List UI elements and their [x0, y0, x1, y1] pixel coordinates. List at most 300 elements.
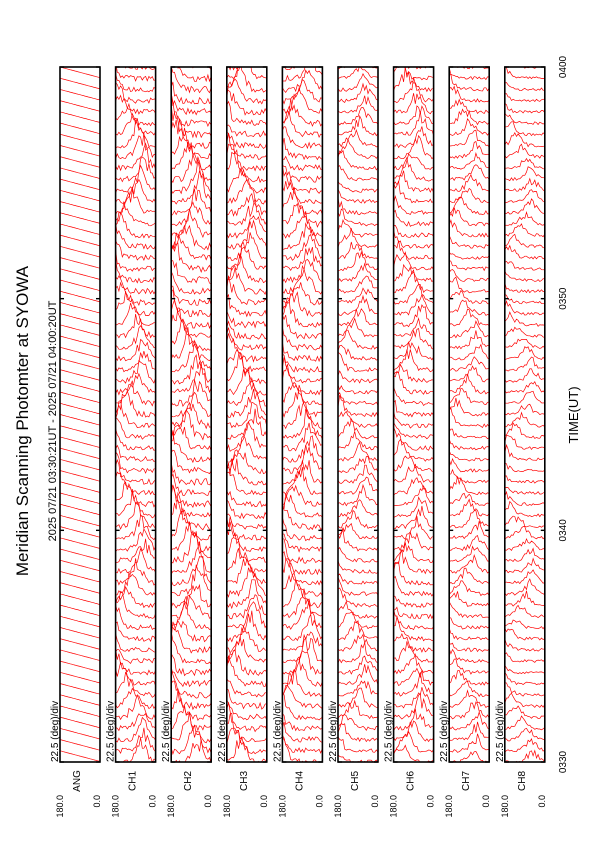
panel-y-top-label: 180.0 [55, 795, 65, 818]
scan-trace [60, 246, 100, 257]
scan-trace [505, 673, 545, 685]
scan-trace [505, 382, 545, 393]
scan-trace [394, 225, 434, 237]
scan-trace [394, 46, 434, 69]
panel-scale-label: 22.5 (deg)/div [439, 700, 451, 762]
panel-ch2 [161, 38, 213, 818]
scan-trace [338, 723, 378, 741]
scan-trace [394, 732, 434, 752]
panel-frame [60, 67, 100, 762]
scan-trace [116, 460, 156, 484]
scan-trace [394, 93, 434, 114]
trace-group [116, 52, 156, 765]
scan-trace [394, 196, 434, 214]
panel-y-bottom-label: 0.0 [314, 795, 325, 808]
scan-trace [227, 150, 267, 182]
scan-trace [171, 66, 211, 93]
scan-trace [394, 241, 434, 260]
x-axis-label: TIME(UT) [566, 386, 581, 444]
scan-trace [338, 352, 378, 371]
panel-y-bottom-label: 0.0 [147, 795, 158, 808]
scan-trace [282, 156, 322, 170]
scan-trace [60, 302, 100, 313]
scan-trace [116, 650, 156, 664]
scan-trace [282, 269, 322, 294]
panel-y-top-label: 180.0 [333, 795, 343, 818]
scan-trace [338, 242, 378, 259]
scan-trace [394, 284, 434, 304]
scan-trace [394, 562, 434, 585]
scan-trace [227, 199, 267, 226]
scan-trace [60, 448, 100, 459]
scan-trace [505, 559, 545, 573]
scan-trace [60, 347, 100, 358]
scan-trace [338, 548, 378, 563]
scan-trace [338, 296, 378, 315]
scan-trace [116, 718, 156, 742]
scan-trace [60, 471, 100, 482]
scan-trace [282, 327, 322, 350]
scan-trace [116, 212, 156, 238]
scan-trace [116, 688, 156, 708]
scan-trace [505, 463, 545, 471]
scan-trace [60, 415, 100, 426]
scan-trace [60, 571, 100, 582]
panel-channel-label: ANG [72, 770, 83, 792]
panel-y-bottom-label: 0.0 [536, 795, 547, 808]
scan-trace [338, 151, 378, 170]
scan-trace [394, 607, 434, 618]
scan-trace [116, 429, 156, 451]
scan-trace [338, 96, 378, 113]
scan-trace [505, 665, 545, 673]
scan-trace [338, 643, 378, 663]
scan-trace [227, 132, 267, 148]
trace-group [338, 51, 378, 764]
scan-trace [338, 220, 378, 237]
scan-trace [171, 260, 211, 283]
scan-trace [60, 370, 100, 381]
panel-ch3 [217, 40, 269, 818]
scan-trace [60, 403, 100, 414]
scan-trace [449, 220, 489, 237]
scan-trace [449, 628, 489, 640]
scan-trace [338, 664, 378, 685]
panel-scale-label: 22.5 (deg)/div [105, 700, 117, 762]
scan-trace [505, 347, 545, 360]
scan-trace [449, 270, 489, 282]
trace-group [394, 46, 434, 764]
scan-trace [60, 706, 100, 717]
scan-trace [505, 516, 545, 527]
scan-trace [282, 80, 322, 104]
scan-trace [227, 517, 267, 540]
scan-trace [60, 392, 100, 403]
scan-trace [338, 442, 378, 461]
scan-trace [505, 301, 545, 315]
panel-ch5 [328, 51, 380, 818]
scan-trace [227, 180, 267, 204]
scan-trace [449, 277, 489, 293]
scan-trace [282, 259, 322, 282]
scan-trace [394, 58, 434, 80]
scan-trace [505, 488, 545, 495]
x-tick-label: 0350 [558, 287, 569, 310]
scan-trace [227, 580, 267, 609]
scan-trace [60, 146, 100, 157]
scan-trace [60, 336, 100, 347]
scan-trace [227, 689, 267, 709]
trace-group [282, 41, 322, 764]
scan-trace [116, 391, 156, 417]
scan-trace [394, 596, 434, 608]
scan-trace [338, 209, 378, 226]
scan-trace [282, 41, 322, 69]
scan-trace [60, 717, 100, 728]
scan-trace [505, 413, 545, 428]
scan-trace [60, 695, 100, 706]
scan-trace [449, 357, 489, 371]
scan-trace [505, 224, 545, 237]
scan-trace [60, 437, 100, 448]
scan-trace [227, 656, 267, 687]
scan-trace [338, 228, 378, 247]
scan-trace [60, 235, 100, 246]
scan-trace [449, 470, 489, 483]
scan-trace [394, 440, 434, 462]
scan-trace [338, 276, 378, 293]
scan-trace [60, 650, 100, 661]
scan-trace [116, 96, 156, 114]
scan-trace [505, 179, 545, 192]
panel-channel-label: CH4 [294, 770, 306, 792]
scan-trace [171, 321, 211, 351]
scan-trace [227, 491, 267, 507]
scan-trace [171, 565, 211, 596]
scan-trace [505, 357, 545, 371]
scan-trace [227, 276, 267, 305]
scan-trace [394, 270, 434, 292]
scan-trace [60, 426, 100, 437]
scan-trace [227, 740, 267, 764]
scan-trace [116, 417, 156, 439]
scan-trace [338, 574, 378, 584]
scan-trace [394, 478, 434, 496]
scan-trace [449, 374, 489, 394]
scan-trace [505, 283, 545, 293]
scan-trace [227, 311, 267, 328]
scan-trace [449, 75, 489, 92]
scan-trace [116, 401, 156, 428]
panel-ch4 [272, 41, 324, 817]
scan-trace [449, 68, 489, 80]
scan-trace [338, 288, 378, 303]
scan-trace [394, 371, 434, 394]
scan-trace [227, 436, 267, 463]
scan-trace [116, 648, 156, 674]
scan-trace [60, 325, 100, 336]
panel-y-top-label: 180.0 [110, 795, 121, 818]
scan-trace [449, 511, 489, 529]
scan-trace [282, 694, 322, 720]
scan-trace [338, 530, 378, 551]
scan-trace [116, 374, 156, 395]
scan-trace [171, 531, 211, 563]
panel-channel-label: CH1 [127, 770, 139, 792]
scan-trace [60, 672, 100, 683]
scan-trace [60, 538, 100, 549]
scan-trace [227, 125, 267, 137]
scan-trace [116, 622, 156, 641]
scan-trace [116, 360, 156, 383]
scan-trace [505, 728, 545, 741]
panel-frame [449, 67, 489, 762]
scan-trace [505, 212, 545, 225]
scan-trace [449, 439, 489, 450]
scan-trace [282, 651, 322, 674]
scan-trace [394, 497, 434, 517]
scan-trace [338, 371, 378, 383]
scan-trace [338, 561, 378, 574]
scan-trace [282, 517, 322, 540]
panel-y-bottom-label: 0.0 [258, 795, 269, 808]
scan-trace [338, 431, 378, 449]
scan-trace [338, 319, 378, 337]
scan-trace [449, 617, 489, 629]
scan-trace [282, 552, 322, 574]
scan-trace [227, 383, 267, 406]
scan-trace [505, 103, 545, 113]
x-tick-label: 0340 [558, 519, 569, 542]
scan-trace [282, 589, 322, 618]
scan-trace [60, 482, 100, 493]
scan-trace [338, 385, 378, 394]
scan-trace [449, 555, 489, 573]
x-tick-label: 0400 [558, 55, 569, 79]
scan-trace [505, 739, 545, 752]
panel-ch1 [106, 52, 158, 817]
scan-trace [338, 252, 378, 271]
trace-group [505, 54, 545, 764]
scan-trace [227, 350, 267, 372]
scan-trace [116, 591, 156, 618]
scan-trace [505, 706, 545, 719]
scan-trace [338, 419, 378, 439]
scan-trace [449, 109, 489, 124]
scan-trace [116, 605, 156, 630]
scan-trace [282, 573, 322, 596]
scan-trace [171, 226, 211, 250]
figure-subtitle: 2025 07/21 03:30:21UT - 2025 07/21 04:00:20UT [47, 300, 59, 542]
scan-trace [171, 729, 211, 754]
scan-trace [394, 364, 434, 382]
scan-trace [505, 391, 545, 403]
scan-trace [60, 258, 100, 269]
scan-trace [60, 280, 100, 291]
scan-trace [505, 190, 545, 203]
scan-trace [227, 144, 267, 170]
scan-trace [505, 539, 545, 551]
scan-trace [60, 728, 100, 739]
scan-trace [449, 300, 489, 315]
scan-trace [449, 398, 489, 416]
x-tick-label: 0330 [558, 750, 569, 774]
scan-trace [282, 88, 322, 113]
scan-trace [282, 579, 322, 607]
scan-trace [449, 260, 489, 270]
scan-trace [227, 216, 267, 238]
scan-trace [116, 633, 156, 652]
scan-trace [505, 639, 545, 651]
scan-trace [394, 252, 434, 270]
scan-trace [338, 510, 378, 528]
scan-trace [60, 504, 100, 515]
scan-trace [116, 503, 156, 529]
scan-trace [60, 179, 100, 190]
scan-trace [60, 213, 100, 224]
scan-trace [449, 321, 489, 338]
scan-trace [449, 309, 489, 326]
scan-trace [394, 106, 434, 125]
scan-trace [338, 166, 378, 181]
scan-trace [505, 159, 545, 169]
scan-trace [116, 452, 156, 473]
scan-trace [505, 83, 545, 91]
scan-trace [338, 701, 378, 719]
scan-trace [505, 476, 545, 483]
scan-trace [171, 596, 211, 619]
scan-trace [338, 500, 378, 517]
trace-group [449, 62, 489, 763]
scan-trace [171, 327, 211, 361]
scan-trace [171, 55, 211, 82]
scan-trace [394, 154, 434, 170]
scan-trace [505, 369, 545, 383]
panel-y-bottom-label: 0.0 [370, 795, 380, 808]
scan-trace [394, 634, 434, 652]
panel-scale-label: 22.5 (deg)/div [216, 700, 228, 762]
scan-trace [449, 499, 489, 516]
scan-trace [60, 112, 100, 123]
figure-title: Meridian Scanning Photomter at SYOWA [13, 265, 32, 577]
scan-trace [338, 116, 378, 136]
scan-trace [60, 515, 100, 526]
scan-trace [60, 190, 100, 201]
scan-trace [171, 705, 211, 730]
scan-trace [505, 271, 545, 282]
panel-channel-label: CH7 [461, 770, 473, 792]
scan-trace [338, 465, 378, 483]
scan-trace [505, 54, 545, 69]
scan-trace [116, 180, 156, 204]
scan-trace [505, 628, 545, 640]
scan-trace [171, 653, 211, 675]
scan-trace [282, 722, 322, 742]
scan-trace [449, 408, 489, 428]
scan-trace [60, 101, 100, 112]
scan-trace [505, 502, 545, 517]
scan-trace [449, 451, 489, 462]
panel-y-bottom-label: 0.0 [203, 795, 214, 808]
scan-trace [60, 269, 100, 280]
scan-trace [505, 94, 545, 102]
scan-trace [394, 577, 434, 596]
scan-trace [60, 493, 100, 504]
scan-trace [60, 594, 100, 605]
scan-trace [282, 315, 322, 339]
scan-trace [60, 740, 100, 751]
scan-trace [282, 235, 322, 261]
scan-trace [505, 199, 545, 214]
scan-trace [338, 688, 378, 708]
scan-trace [171, 631, 211, 665]
scan-trace [60, 381, 100, 392]
panel-y-top-label: 180.0 [388, 795, 399, 818]
scan-trace [116, 259, 156, 283]
scan-trace [449, 188, 489, 202]
panel-y-top-label: 180.0 [499, 795, 510, 818]
scan-trace [449, 142, 489, 159]
scan-trace [505, 579, 545, 595]
scan-trace [505, 261, 545, 270]
scan-trace [282, 138, 322, 160]
scan-trace [394, 265, 434, 282]
scan-trace [60, 134, 100, 145]
panel-y-bottom-label: 0.0 [481, 795, 492, 808]
panel-channel-label: CH3 [238, 770, 250, 792]
panel-ch8 [495, 54, 547, 818]
panel-y-bottom-label: 0.0 [425, 795, 436, 808]
scan-trace [505, 234, 545, 248]
scan-trace [116, 283, 156, 305]
scan-trace [116, 189, 156, 215]
scan-trace [282, 599, 322, 630]
scan-trace [449, 602, 489, 618]
scan-trace [60, 628, 100, 639]
scan-trace [505, 295, 545, 304]
scan-trace [116, 714, 156, 731]
scan-trace [338, 107, 378, 125]
scan-trace [60, 123, 100, 134]
scan-trace [282, 165, 322, 182]
scan-trace [116, 326, 156, 350]
scan-trace [227, 133, 267, 159]
scan-trace [338, 51, 378, 69]
scan-trace [505, 716, 545, 730]
scan-trace [282, 342, 322, 362]
scan-trace [282, 111, 322, 137]
scan-trace [227, 450, 267, 474]
scan-trace [338, 309, 378, 326]
scan-trace [282, 70, 322, 92]
trace-group [171, 38, 211, 765]
scan-trace [505, 605, 545, 617]
scan-trace [449, 476, 489, 494]
scan-trace [394, 136, 434, 159]
panel-ch6 [384, 46, 436, 817]
scan-trace [505, 549, 545, 562]
panel-scale-label: 22.5 (deg)/div [494, 700, 506, 762]
scan-trace [505, 404, 545, 415]
panel-channel-label: CH8 [516, 770, 528, 792]
scan-trace [227, 59, 267, 92]
scan-trace [449, 591, 489, 606]
scan-trace [505, 693, 545, 707]
scan-trace [60, 527, 100, 538]
scan-trace [449, 208, 489, 226]
scan-trace [505, 435, 545, 449]
scan-trace [338, 477, 378, 494]
